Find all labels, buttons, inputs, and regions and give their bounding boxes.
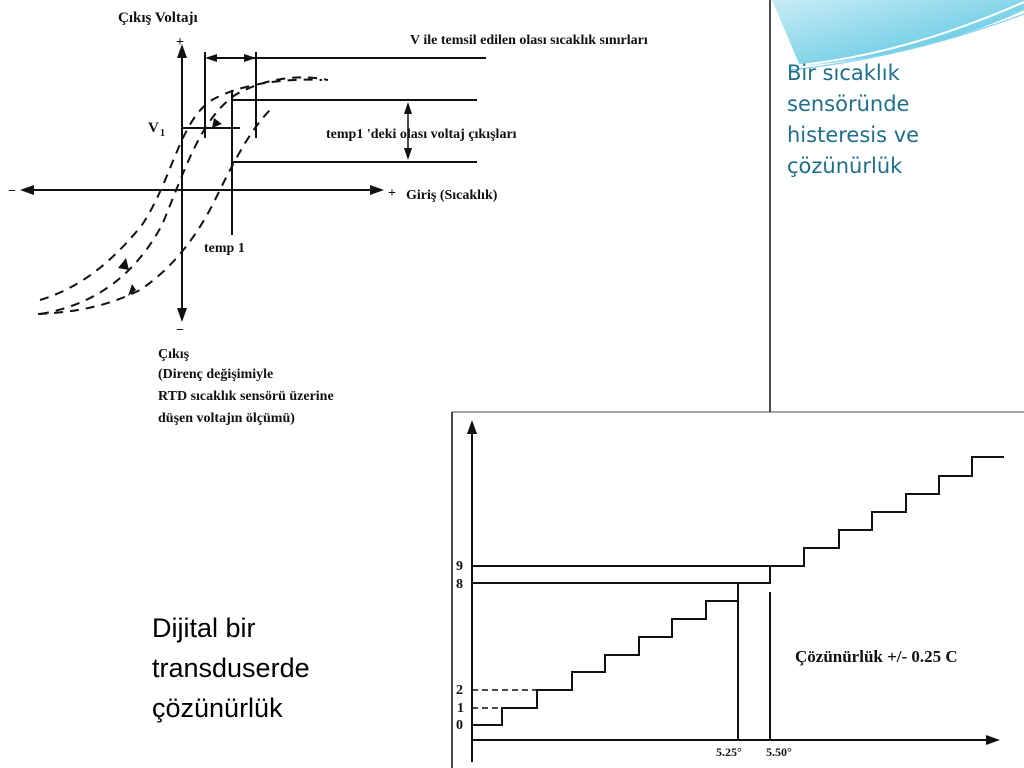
caption-top-line: histeresis ve xyxy=(787,123,920,147)
output-caption-line-1: Çıkış xyxy=(158,347,190,362)
x-axis-label: Giriş (Sıcaklık) xyxy=(406,188,498,203)
x-tick-5-50: 5.50° xyxy=(766,745,792,759)
output-caption-line-2: (Direnç değişimiyle xyxy=(158,367,274,382)
minus-bottom: − xyxy=(176,323,184,338)
caption-top xyxy=(787,58,1017,182)
temp1-label: temp 1 xyxy=(204,241,245,256)
x-tick-5-25: 5.25° xyxy=(716,745,742,759)
plus-top: + xyxy=(176,35,184,50)
v1-subscript: 1 xyxy=(160,128,165,139)
y-tick-0: 0 xyxy=(456,718,463,733)
minus-left: − xyxy=(8,184,16,199)
caption-bottom-line: Dijital bir xyxy=(152,613,256,643)
caption-top-line: Bir sıcaklık xyxy=(787,61,900,85)
y-tick-9: 9 xyxy=(456,559,463,574)
plus-right: + xyxy=(388,186,396,201)
caption-top-line: sensöründe xyxy=(787,92,910,116)
temp-voltage-label: temp1 'deki olası voltaj çıkışları xyxy=(326,127,517,142)
caption-top-line: çözünürlük xyxy=(787,154,903,178)
v-range-label: V ile temsil edilen olası sıcaklık sınırları xyxy=(410,33,648,48)
output-caption-line-4: düşen voltajın ölçümü) xyxy=(158,411,295,426)
caption-bottom-line: çözünürlük xyxy=(152,693,283,723)
caption-bottom-line: transduserde xyxy=(152,653,310,683)
caption-bottom xyxy=(152,608,432,728)
y-axis-title: Çıkış Voltajı xyxy=(118,10,198,26)
v1-label: V xyxy=(148,120,159,136)
y-tick-1: 1 xyxy=(457,701,464,716)
y-tick-2: 2 xyxy=(456,683,463,698)
y-tick-8: 8 xyxy=(456,577,463,592)
output-caption-line-3: RTD sıcaklık sensörü üzerine xyxy=(158,389,334,404)
resolution-label: Çözünürlük +/- 0.25 C xyxy=(795,647,958,666)
